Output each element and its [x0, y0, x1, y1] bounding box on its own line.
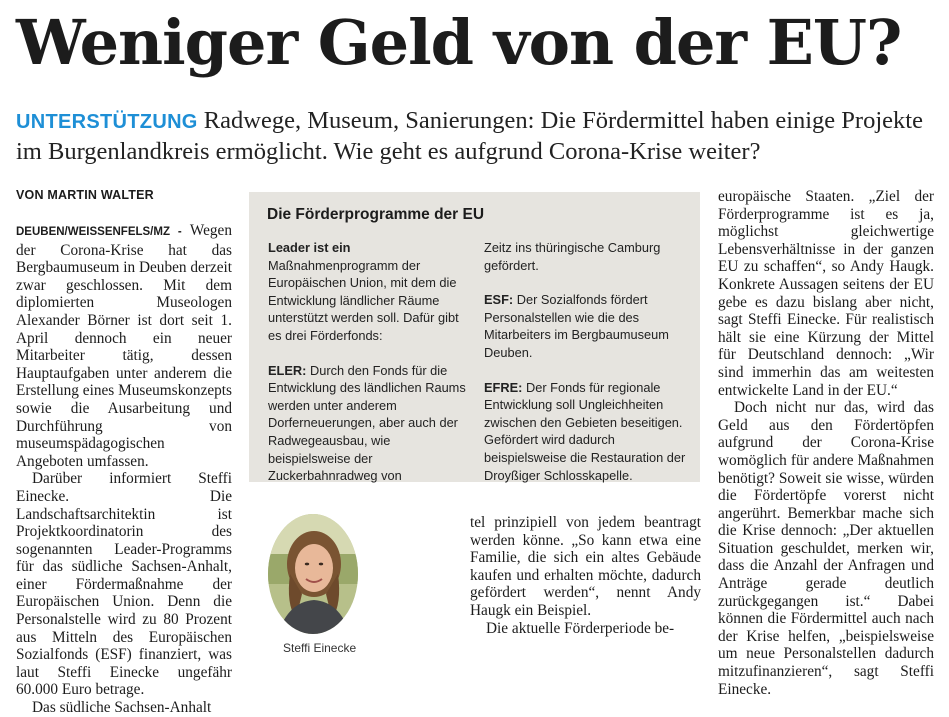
article-column-3: [718, 188, 934, 698]
info-item-efre: [484, 379, 689, 485]
deck-text: Radwege, Museum, Sanierungen: Die Fördermittel haben einige Projekte im Burgenlandkreis ermöglicht. Wie geht es aufgrund Corona-Krise weiter?: [16, 107, 923, 165]
info-text: Der Fonds für regionale Entwicklung soll Ungleichheiten zwischen den Gebieten beseitigen. Gefördert wird dadurch beispielsweise die Restauration der Droyßiger Schlosskapelle.: [484, 379, 686, 483]
info-item-esf: [484, 291, 689, 361]
deck: [16, 106, 941, 166]
info-label: ESF:: [484, 292, 514, 308]
dateline: DEUBEN/WEISSENFELS/MZ -: [16, 226, 182, 238]
info-item-eler-continued: Zeitz ins thüringische Camburg gefördert.: [484, 240, 661, 273]
paragraph: tel prinzipiell von jedem beantragt werden könne. „So kann etwa eine Familie, die sich ein altes Gebäude kaufen und erhalten möchte, dadurch gefördert werden“, nennt Andy Haugk ein Beispiel.: [470, 514, 701, 619]
portrait-illustration: [268, 514, 358, 634]
info-box-title: Die Förderprogramme der EU: [267, 206, 485, 223]
article-column-2: [470, 514, 701, 637]
paragraph: Darüber informiert Steffi Einecke. Die Landschaftsarchitektin ist Projektkoordinatorin des sogenannten Leader-Programms für das südliche Sachsen-Anhalt, einer Fördermaßnahme der Europäischen Union. Denn die Personalstelle wird zu 80 Prozent aus Mitteln des Europäischen Sozialfonds (ESF) finanziert, was laut Steffi Einecke ungefähr 60.000 Euro betrage.: [16, 470, 232, 699]
paragraph: Das südliche Sachsen-Anhalt: [32, 699, 212, 717]
info-label: EFRE:: [484, 379, 523, 395]
photo-caption: Steffi Einecke: [283, 641, 357, 655]
info-text: Maßnahmenprogramm der Europäischen Union, mit dem die Entwicklung ländlicher Räume unterstützt werden soll. Dafür gibt es drei Förderfonds:: [268, 257, 459, 343]
info-label: Leader ist ein: [268, 240, 351, 255]
info-box: [249, 192, 700, 482]
paragraph-text: Wegen der Corona-Krise hat das Bergbaumuseum in Deuben derzeit zwar geschlossen. Mit dem diplomierten Museologen Alexander Börner ist dort seit 1. April dennoch ein neuer Mitarbeiter tätig, dessen Hauptaufgaben unter anderem die Erstellung eines Museumskonzepts sowie die Ausarbeitung und Durchführung von museumspädagogischen Angeboten umfassen.: [16, 222, 232, 470]
info-item-leader: [268, 239, 473, 345]
info-text: Durch den Fonds für die Entwicklung des ländlichen Raums werden unter anderem Dorferneuerungen, aber auch der Radwegeausbau, wie beispielsweise der Zuckerbahnradweg von: [268, 362, 466, 484]
paragraph: [16, 222, 232, 470]
paragraph: europäische Staaten. „Ziel der Förderprogramme ist es ja, möglichst gleichwertige Lebensverhältnisse in der ganzen EU zu schaffen“, so Andy Haugk. Konkrete Aussagen seitens der EU gebe es dazu bislang aber nicht, sagt Steffi Einecke. Für realistisch hält sie eine Kürzung der Mittel für Deutschland dennoch: „Wir sind immerhin das am weitesten entwickelte Land in der EU.“: [718, 188, 934, 399]
info-item-eler: [268, 362, 473, 485]
info-text: Der Sozialfonds fördert Personalstellen wie die des Mitarbeiters im Bergbaumuseum Deuben.: [484, 292, 669, 360]
paragraph: Doch nicht nur das, wird das Geld aus den Fördertöpfen aufgrund der Corona-Krise womöglich für andere Maßnahmen benötigt? Soweit sie wisse, würden die Fördertöpfe vorerst nicht angerührt. Bemerkbar mache sich die Krise dennoch: „Der aktuellen Situation geschuldet, merken wir, dass die Anzahl der Anfragen und Anträge gerade deutlich zurückgegangen ist.“ Dabei können die Fördermittel auch nach der Krise helfen, „beispielsweise um neue Personalstellen dadurch mitzufinanzieren“, sagt Steffi Einecke.: [718, 399, 934, 698]
portrait-photo: [268, 514, 358, 634]
byline: VON MARTIN WALTER: [16, 188, 154, 202]
info-box-column-1: [268, 239, 473, 502]
info-box-column-2: [484, 239, 689, 501]
info-label: ELER:: [268, 362, 307, 378]
article-column-1: [16, 222, 232, 717]
deck-keyword: UNTERSTÜTZUNG: [16, 111, 198, 133]
headline: Weniger Geld von der EU?: [16, 6, 902, 79]
paragraph: Die aktuelle Förderperiode be-: [486, 619, 675, 637]
